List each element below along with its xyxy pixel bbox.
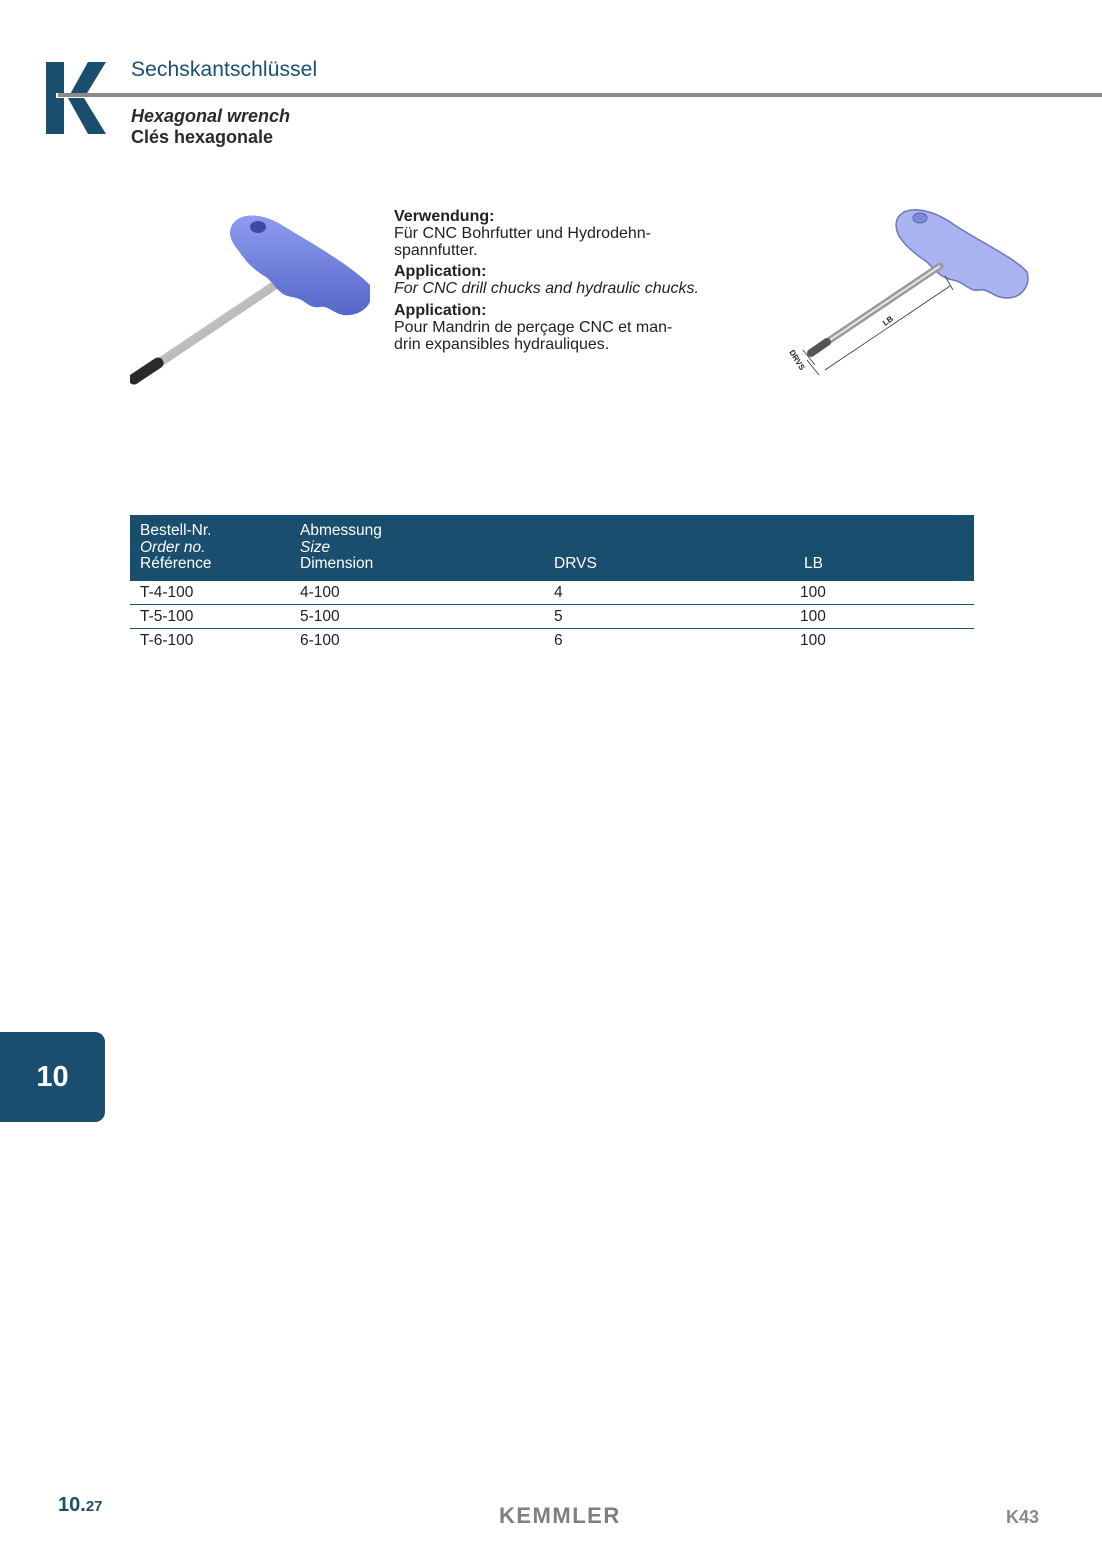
usage-label-fr: Application: [394, 302, 487, 319]
cell-dim: 5-100 [300, 608, 340, 625]
usage-text-en: For CNC drill chucks and hydraulic chucks. [394, 280, 699, 297]
page-number-sub: 27 [85, 1498, 103, 1515]
header-size-fr: Dimension [300, 555, 374, 572]
wrench-photo [130, 205, 370, 385]
cell-drvs: 5 [554, 608, 563, 625]
header-divider [58, 93, 1102, 97]
header-size-de: Abmessung [300, 522, 382, 539]
cell-ref: T-5-100 [140, 608, 194, 625]
chapter-tab[interactable]: 10 [0, 1032, 105, 1122]
subtitle-french: Clés hexagonale [131, 127, 274, 147]
usage-text-fr-1: Pour Mandrin de perçage CNC et man- [394, 319, 673, 336]
cell-ref: T-6-100 [140, 632, 194, 649]
header-size-en: Size [300, 538, 331, 556]
cell-lb: 100 [800, 632, 826, 649]
product-table [130, 515, 974, 652]
header-drvs: DRVS [554, 555, 597, 572]
cell-lb: 100 [800, 608, 826, 625]
header-order-fr: Référence [140, 555, 212, 572]
header-order-number [140, 523, 212, 573]
table-row [130, 629, 974, 652]
page-number-main: 10. [58, 1494, 86, 1516]
cell-ref: T-4-100 [140, 584, 194, 601]
page-number [58, 1494, 103, 1517]
header-size [300, 523, 382, 573]
cell-dim: 4-100 [300, 584, 340, 601]
kemmler-logo [46, 62, 106, 134]
drawing-label-drvs: DRVS [787, 348, 807, 372]
usage-text-fr-2: drin expansibles hydrauliques. [394, 336, 610, 353]
header-lb: LB [804, 555, 823, 572]
usage-text-de-2: spannfutter. [394, 242, 478, 259]
subtitle-english: Hexagonal wrench [131, 106, 291, 126]
page-code: K43 [1006, 1507, 1040, 1527]
cell-drvs: 6 [554, 632, 563, 649]
page-title: Sechskantschlüssel [131, 58, 318, 81]
table-row [130, 605, 974, 629]
brand-name: KEMMLER [499, 1503, 621, 1528]
usage-label-en: Application: [394, 263, 487, 280]
usage-label-de: Verwendung: [394, 208, 495, 225]
drawing-label-lb: LB [881, 314, 895, 328]
table-header [130, 515, 974, 581]
header-order-en: Order no. [140, 538, 206, 556]
cell-drvs: 4 [554, 584, 563, 601]
header-order-de: Bestell-Nr. [140, 522, 212, 539]
cell-dim: 6-100 [300, 632, 340, 649]
wrench-dimension-drawing [775, 200, 1035, 385]
usage-text-de-1: Für CNC Bohrfutter und Hydrodehn- [394, 225, 651, 242]
table-row [130, 581, 974, 605]
cell-lb: 100 [800, 584, 826, 601]
usage-description [394, 208, 724, 353]
